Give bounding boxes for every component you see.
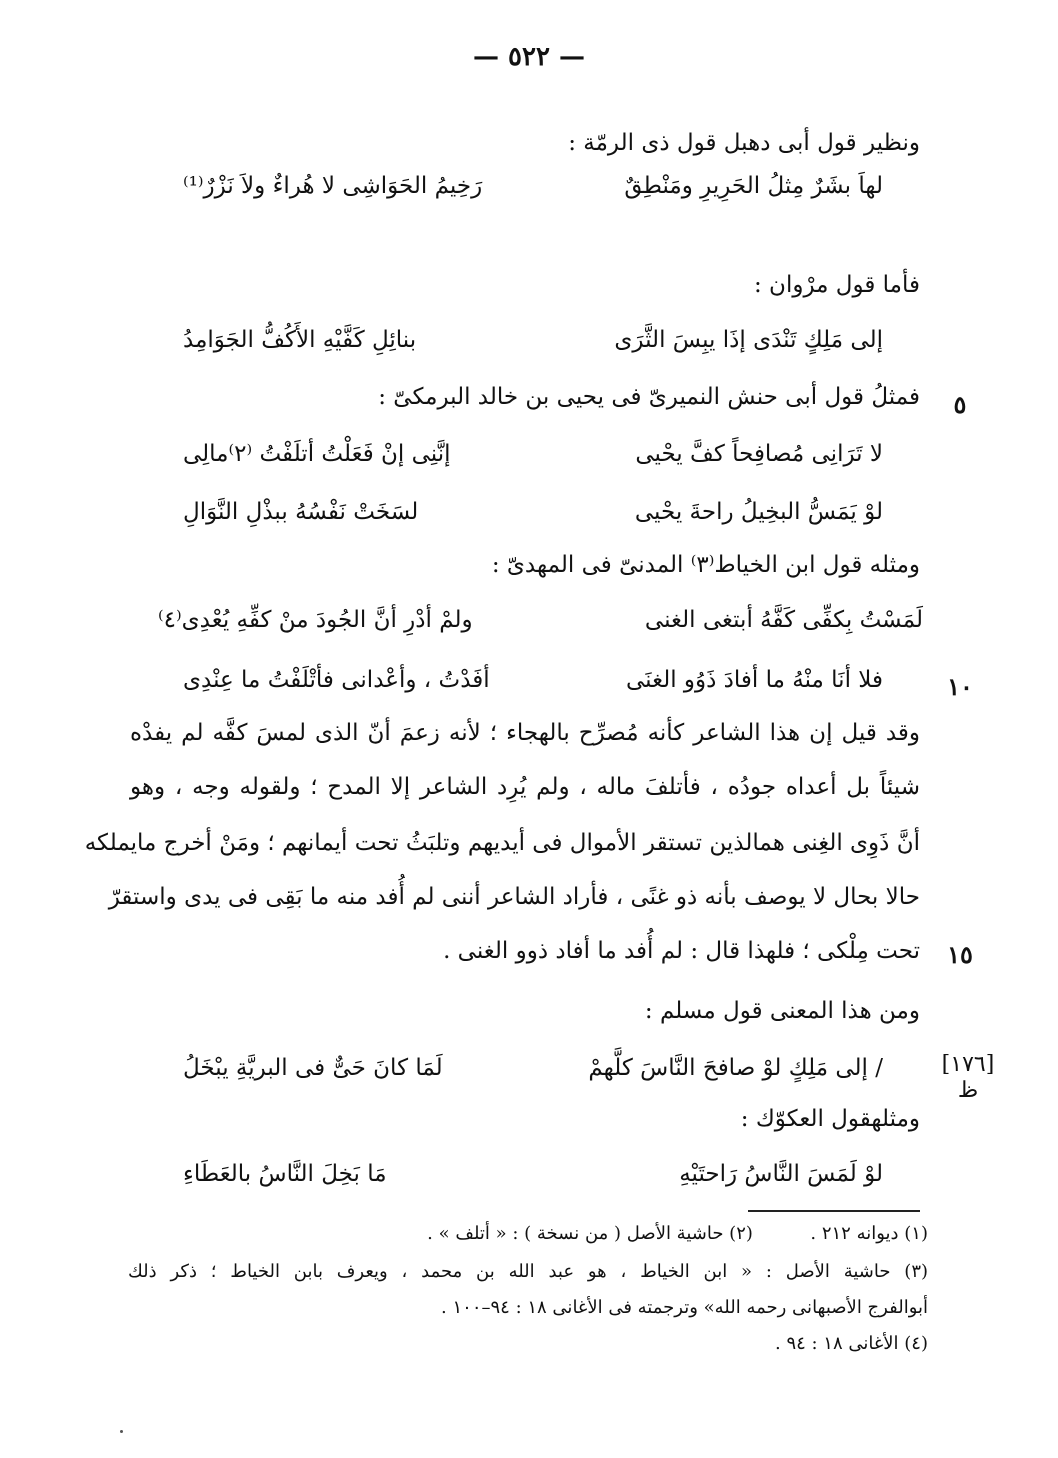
verse-second-hemistich: مَا بَخِلَ النَّاسُ بالعَطَاءِ: [183, 1161, 387, 1187]
footnote-line: [128, 1220, 928, 1248]
verse-line: [183, 168, 883, 204]
verse-second-hemistich: لَمَا كانَ حَىٌّ فى البريَّةِ يبْخَلُ: [183, 1055, 443, 1081]
verse-second-hemistich: ولمْ أدْرِ أنَّ الجُودَ منْ كفِّهِ يُعْدِى⁽٤⁾: [158, 607, 473, 633]
prose-line: أنَّ ذَوِى الغِنى همالذين تستقر الأموال فى أيديهم وتلبَثُ تحت أيمانهم ؛ ومَنْ أخرج مايملكه: [84, 830, 920, 856]
verse-line: [183, 494, 883, 530]
page-number: — ٥٢٢ —: [472, 42, 586, 72]
prose-line: وقد قيل إن هذا الشاعر كأنه مُصرِّح بالهجاء ؛ لأنه زعمَ أنّ الذى لمسَ كفَّه لم يفدْه: [130, 720, 920, 746]
folio-marker: [918, 1052, 1018, 1104]
scan-speck: [120, 1430, 123, 1433]
intro-line: ومثلهقول العكوّك :: [740, 1106, 920, 1132]
verse-first-hemistich: / إلى مَلِكٍ لوْ صافحَ النَّاسَ كلَّهمْ: [588, 1055, 883, 1081]
verse-line: [183, 662, 883, 698]
verse-line: [183, 1050, 883, 1086]
footnote-3-continued: أبوالفرج الأصبهانى رحمه الله» وترجمته فى الأغانى ١٨ : ٩٤–١٠٠ .: [441, 1297, 928, 1318]
intro-line: فمثلُ قول أبى حنش النميرىّ فى يحيى بن خالد البرمكىّ :: [378, 384, 920, 410]
verse-first-hemistich: لَمَسْتُ بِكفِّى كَفَّهُ أبتغى الغنى: [644, 607, 923, 633]
footnote-divider: [748, 1210, 920, 1212]
intro-line: ونظير قول أبى دهبل قول ذى الرمّة :: [568, 130, 920, 156]
footnote-2: (٢) حاشية الأصل ( من نسخة ) : « أتلف » .: [427, 1223, 753, 1244]
footnote-3: (٣) حاشية الأصل : « ابن الخياط ، هو عبد الله بن محمد ، ويعرف بابن الخياط ؛ ذكر ذلك: [128, 1261, 929, 1282]
line-number-5: ٥: [953, 390, 967, 419]
prose-line: حالا بحال لا يوصف بأنه ذو غنًى ، فأراد الشاعر أننى لم أُفد منه ما بَقِى فى يدى واستقرّ: [108, 884, 920, 910]
verse-second-hemistich: رَخِيمُ الحَوَاشِى لا هُراءٌ ولاَ نَزْرٌ⁽¹⁾: [183, 173, 483, 199]
verse-line: [158, 602, 923, 638]
verse-line: [183, 322, 883, 358]
line-number-10: ١٠: [947, 672, 973, 701]
verse-second-hemistich: أفَدْتُ ، وأعْدانى فأتْلَفْتُ ما عِنْدِى: [183, 667, 490, 693]
verse-line: [183, 1156, 883, 1192]
verse-first-hemistich: لوْ يَمَسُّ البخِيلُ راحةَ يحْيى: [634, 499, 883, 525]
prose-line: شيئاً بل أعداه جودُه ، فأتلفَ ماله ، ولم يُرِد الشاعر إلا المدح ؛ ولقوله وجه ، وهو: [130, 774, 920, 800]
verse-first-hemistich: لهاَ بشَرٌ مِثلُ الحَرِيرِ ومَنْطِقٌ: [624, 173, 883, 199]
verse-first-hemistich: فلا أنَا منْهُ ما أفادَ ذَوُو الغنَى: [626, 667, 883, 693]
verse-first-hemistich: لا تَرَانِى مُصافِحاً كفَّ يحْيى: [635, 441, 883, 467]
verse-second-hemistich: بنائِلِ كَفَّيْهِ الأَكُفُّ الجَوَامِدُ: [183, 327, 417, 353]
verse-second-hemistich: إنَّنِى إنْ فَعَلْتُ أتلَفْتُ ⁽٢⁾مالِى: [183, 441, 451, 467]
footnote-1: (١) ديوانه ٢١٢ .: [810, 1223, 928, 1244]
line-number-15: ١٥: [947, 940, 973, 969]
folio-number: [١٧٦]: [941, 1052, 995, 1077]
verse-line: [183, 436, 883, 472]
intro-line: ومن هذا المعنى قول مسلم :: [644, 998, 920, 1024]
verse-second-hemistich: لسَخَتْ نَفْسُهُ ببذْلِ النَّوَالِ: [183, 499, 419, 525]
prose-line: تحت مِلْكى ؛ فلهذا قال : لم أُفد ما أفاد ذوو الغنى .: [443, 938, 920, 964]
verse-first-hemistich: إلى مَلِكٍ تَنْدَى إذَا يبِسَ الثَّرَى: [614, 327, 883, 353]
intro-line: فأما قول مرْوان :: [754, 272, 920, 298]
footnote-4: (٤) الأغانى ١٨ : ٩٤ .: [774, 1333, 928, 1354]
verse-first-hemistich: لوْ لَمَسَ النَّاسُ رَاحتَيْهِ: [679, 1161, 883, 1187]
intro-line: ومثله قول ابن الخياط⁽٣⁾ المدنىّ فى المهدىّ :: [491, 552, 920, 578]
folio-side: ظ: [957, 1078, 979, 1103]
